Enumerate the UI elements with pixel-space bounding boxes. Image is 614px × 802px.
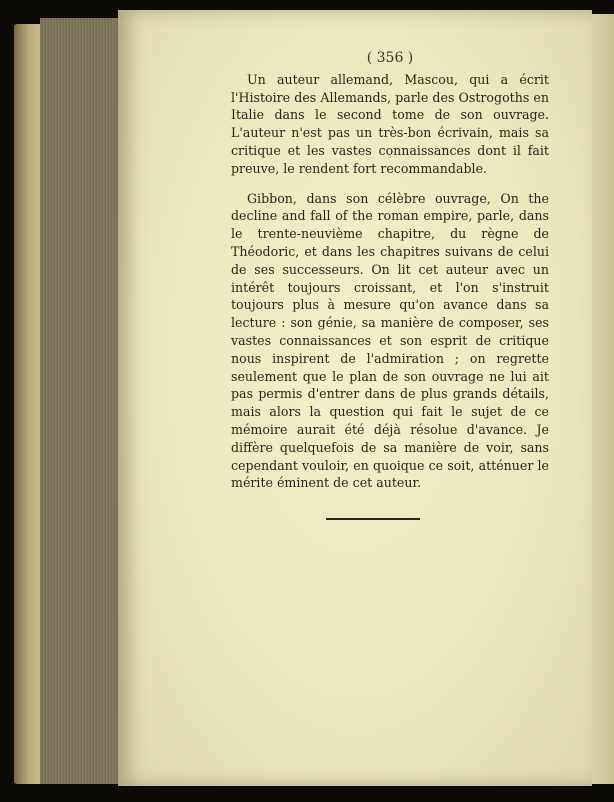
section-separator	[326, 518, 420, 520]
page-number: ( 356 )	[366, 50, 414, 66]
facing-page-edge	[590, 14, 614, 784]
page-edges	[40, 18, 130, 784]
paragraph-mascou: Un auteur allemand, Mascou, qui a écrit l'Histoire des Allemands, parle des Ostrogoths en Italie dans le second tome de son ouvrage. L'auteur n'est pas un très-bon écrivain, mais sa critique et les vastes connaissances dont il fait preuve, le rendent fort recommandable.	[231, 71, 549, 176]
paragraph-gibbon: Gibbon, dans son célèbre ouvrage, On the decline and fall of the roman empire, parle, dans le trente-neuvième chapitre, du règne de Théodoric, et dans les chapitres suivans de celui de ses successeurs. On lit cet auteur avec un intérêt toujours croissant, et l'on s'instruit toujours plus à mesure qu'on avance dans sa lecture : son génie, sa manière de composer, ses vastes connaissances et son esprit de critique nous inspirent de l'admiration ; on regrette seulement que le plan de son ouvrage ne lui ait pas permis d'entrer dans de plus grands détails, mais alors la question qui fait le sujet de ce mémoire aurait été déjà résolue d'avance. Je diffère quelquefois de sa manière de voir, sans cependant vouloir, en quoique ce soit, atténuer le mérite éminent de cet auteur.	[231, 190, 549, 491]
book-page	[118, 10, 592, 786]
page-text	[231, 50, 549, 500]
